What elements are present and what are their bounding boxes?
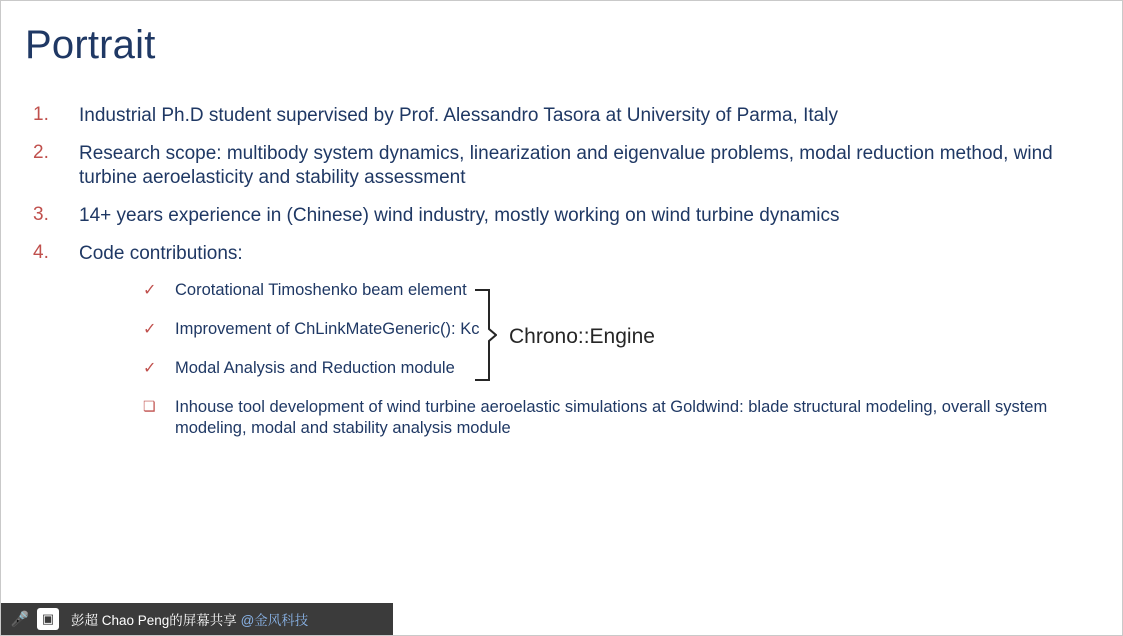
sub-list-item (143, 280, 1087, 301)
screen-share-bar[interactable] (1, 603, 393, 635)
check-icon: ✓ (143, 282, 157, 299)
list-item (27, 142, 1087, 190)
sub-list-item-text: Inhouse tool development of wind turbine aeroelastic simulations at Goldwind: blade structural modeling, overall system modeling, modal and stability analysis module (175, 398, 1048, 437)
list-item (27, 204, 1087, 228)
share-status-text (71, 609, 308, 629)
mic-icon[interactable]: 🎤 (10, 611, 30, 628)
list-item-text: Industrial Ph.D student supervised by Prof. Alessandro Tasora at University of Parma, Italy (79, 105, 838, 126)
list-item (27, 104, 1087, 128)
sub-list-item (143, 397, 1087, 439)
sub-list-item-text: Modal Analysis and Reduction module (175, 359, 455, 377)
camera-icon[interactable]: ▣ (37, 608, 59, 630)
square-bullet-icon: ❏ (143, 398, 156, 414)
list-item-text: Code contributions: (79, 243, 243, 264)
check-icon: ✓ (143, 360, 157, 377)
check-icon: ✓ (143, 321, 157, 338)
list-item-text: 14+ years experience in (Chinese) wind industry, mostly working on wind turbine dynamics (79, 205, 840, 226)
list-item-number: 1. (33, 104, 49, 125)
sub-list-item-text: Corotational Timoshenko beam element (175, 281, 467, 299)
curly-brace-icon (471, 289, 497, 381)
numbered-list (27, 104, 1087, 457)
share-handle: @金风科技 (240, 613, 309, 628)
list-item-number: 2. (33, 142, 49, 163)
share-status-label: 彭超 Chao Peng的屏幕共享 (71, 613, 237, 628)
list-item-number: 4. (33, 242, 49, 263)
list-item-text: Research scope: multibody system dynamics, linearization and eigenvalue problems, modal reduction method, wind turbine aeroelasticity and stability assessment (79, 143, 1053, 188)
brace-label: Chrono::Engine (509, 325, 655, 348)
list-item-number: 3. (33, 204, 49, 225)
sub-list-item-text: Improvement of ChLinkMateGeneric(): Kc (175, 320, 480, 338)
sub-list (143, 280, 1087, 439)
page-title: Portrait (25, 23, 156, 67)
sub-list-item (143, 358, 1087, 379)
